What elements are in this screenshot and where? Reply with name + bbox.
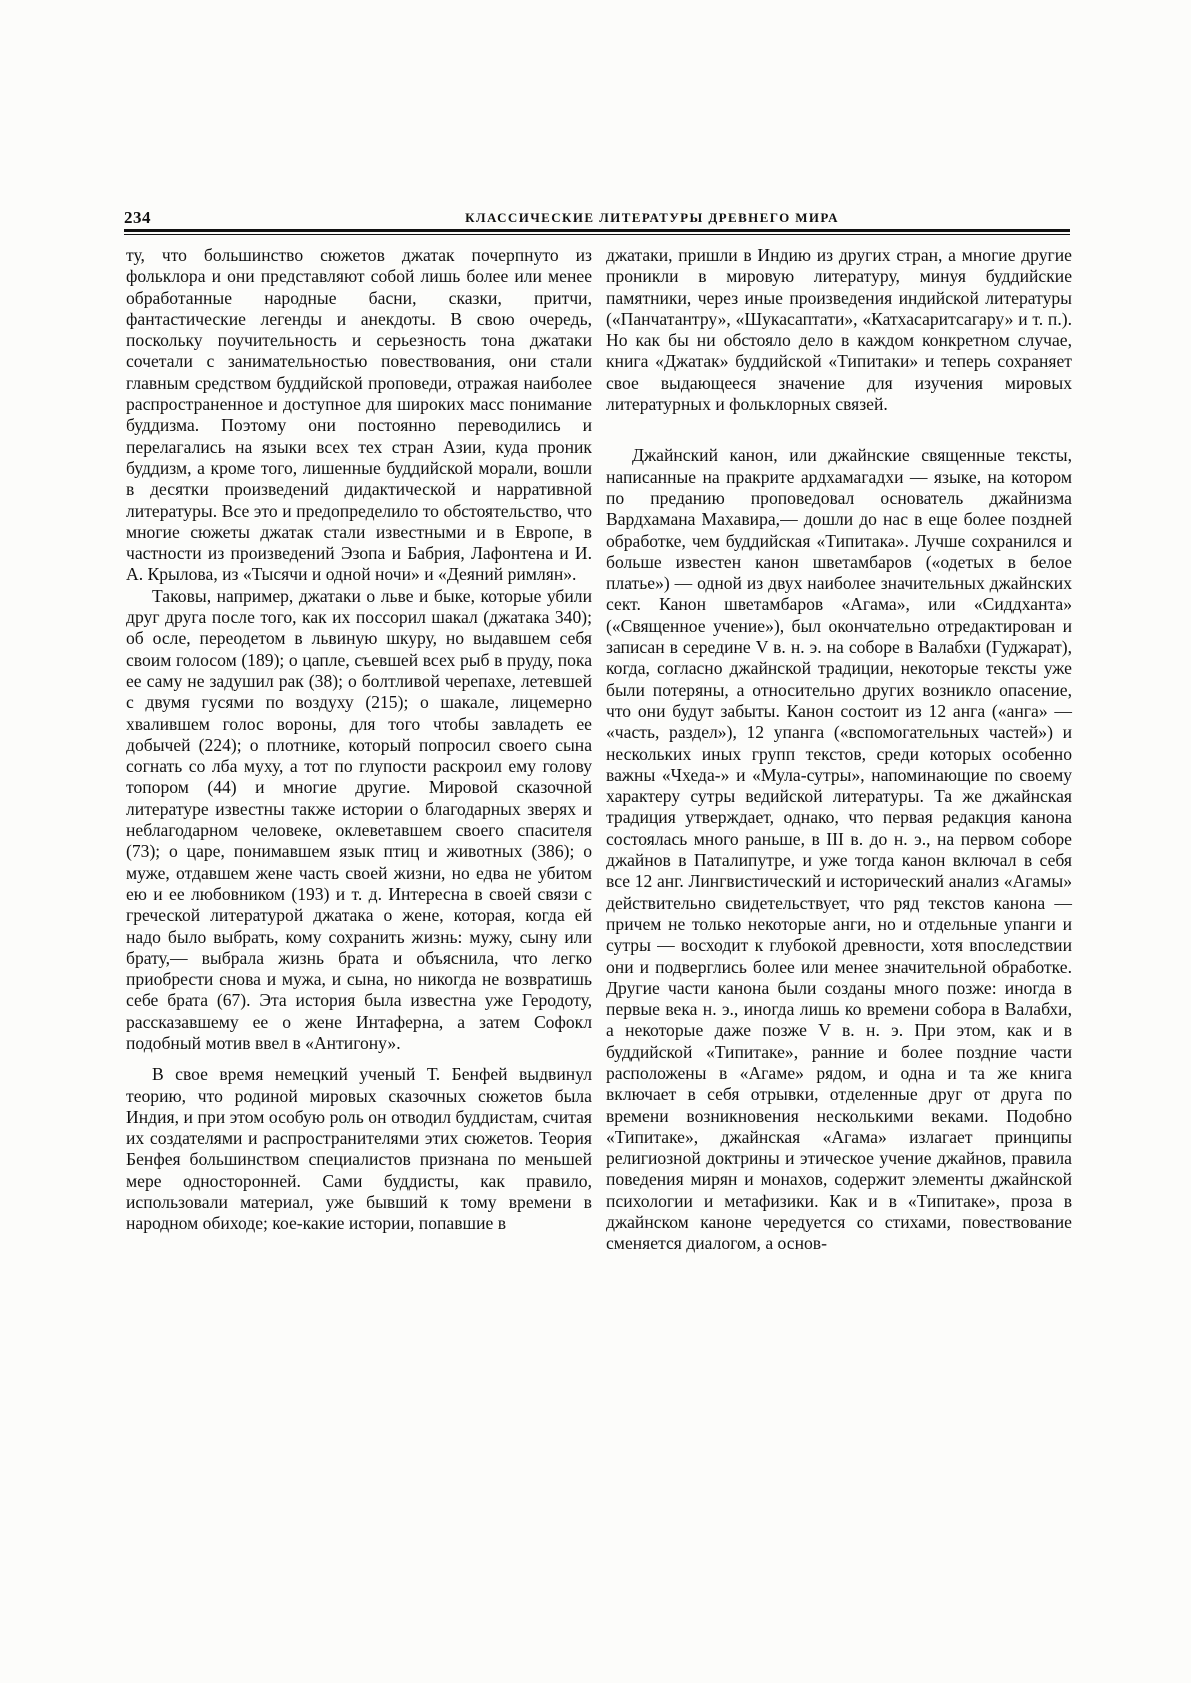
- page-header: [124, 206, 1070, 230]
- paragraph: Таковы, например, джатаки о льве и быке, которые убили друг друга после того, как их поссорил шакал (джатака 340); об осле, переодетом в львиную шкуру, но выдавшем себя своим голосом (189); о цапле, съевшей всех рыб в пруду, пока ее саму не задушил рак (38); о болтливой черепахе, летевшей с двумя гусями по воздуху (215); о шакале, лицемерно хвалившем голос вороны, для того чтобы завладеть ее добычей (224); о плотнике, который попросил своего сына согнать со лба муху, а тот по глупости раскроил ему голову топором (44) и многие другие. Мировой сказочной литературе известны также истории о благодарных зверях и неблагодарном человеке, оклеветавшем своего спасителя (73); о царе, понимавшем язык птиц и животных (386); о муже, отдавшем жене часть своей жизни, но едва не убитом ею и ее любовником (193) и т. д. Интересна в своей связи с греческой литературой джатака о жене, которая, когда ей надо было выбрать, кому сохранить жизнь: мужу, сыну или брату,— выбрала жизнь брата и объяснила, что легко приобрести снова и мужа, и сына, но никогда не возвратишь себе брата (67). Эта история была известна уже Геродоту, рассказавшему ее о жене Интаферна, а затем Софокл подобный мотив ввел в «Антигону».: [126, 585, 592, 1053]
- paragraph: Джайнский канон, или джайнские священные тексты, написанные на пракрите ардхамагадхи — языке, на котором по преданию проповедовал основатель джайнизма Вардхамана Махавира,— дошли до нас в еще более поздней обработке, чем буддийская «Типитака». Лучше сохранился и больше известен канон шветамбаров («одетых в белое платье») — одной из двух наиболее значительных джайнских сект. Канон шветамбаров «Агама», или «Сиддханта» («Священное учение»), был окончательно отредактирован и записан в середине V в. н. э. на соборе в Валабхи (Гуджарат), когда, согласно джайнской традиции, некоторые тексты уже были потеряны, а относительно других возникло опасение, что они будут забыты. Канон состоит из 12 анга («анга» — «часть, раздел»), 12 упанга («вспомогательных частей») и нескольких иных групп текстов, среди которых особенно важны «Чхеда-» и «Мула-сутры», напоминающие по своему характеру сутры ведийской литературы. Та же джайнская традиция утверждает, однако, что первая редакция канона состоялась много раньше, в III в. до н. э., на первом соборе джайнов в Паталипутре, и уже тогда канон включал в себя все 12 анг. Лингвистический и исторический анализ «Агамы» действительно свидетельствует, что ряд текстов канона — причем не только некоторые анги, но и отдельные упанги и сутры — восходит к глубокой древности, хотя впоследствии они и подверглись более или менее значительной обработке. Другие части канона были созданы много позже: иногда в первые века н. э., иногда лишь ко времени собора в Валабхи, а некоторые даже позже V в. н. э. При этом, как и в буддийской «Типитаке», ранние и более поздние части расположены в «Агаме» рядом, и одна и та же книга включает в себя отрывки, отделенные друг от друга по времени возникновения несколькими веками. Подобно «Типитаке», джайнская «Агама» излагает принципы религиозной доктрины и этическое учение джайнов, правила поведения мирян и монахов, содержит элементы джайнской психологии и метафизики. Как и в «Типитаке», проза в джайнском каноне чередуется со стихами, повествование сменяется диалогом, а основ-: [606, 445, 1072, 1254]
- page-number: 234: [124, 208, 151, 227]
- paragraph: В свое время немецкий ученый Т. Бенфей выдвинул теорию, что родиной мировых сказочных сюжетов была Индия, и при этом особую роль он отводил буддистам, считая их создателями и распространителями этих сюжетов. Теория Бенфея большинством специалистов признана по меньшей мере односторонней. Сами буддисты, как правило, использовали материал, уже бывший к тому времени в народном обиходе; кое-какие истории, попавшие в: [126, 1064, 592, 1234]
- header-rule-thin: [124, 234, 1070, 235]
- running-title: КЛАССИЧЕСКИЕ ЛИТЕРАТУРЫ ДРЕВНЕГО МИРА: [465, 210, 839, 225]
- header-rule-thick: [124, 229, 1070, 232]
- paragraph: ту, что большинство сюжетов джатак почерпнуто из фольклора и они представляют собой лишь более или менее обработанные народные басни, сказки, притчи, фантастические легенды и анекдоты. В свою очередь, поскольку поучительность и серьезность тона джатаки сочетали с занимательностью повествования, они стали главным средством буддийской проповеди, отражая наиболее распространенное и доступное для широких масс понимание буддизма. Поэтому они постоянно переводились и перелагались на языки всех тех стран Азии, куда проник буддизм, а кроме того, лишенные буддийской морали, вошли в десятки произведений дидактической и нарративной литературы. Все это и предопределило то обстоятельство, что многие сюжеты джатак стали известными и в Европе, в частности из произведений Эзопа и Бабрия, Лафонтена и И. А. Крылова, из «Тысячи и одной ночи» и «Деяний римлян».: [126, 245, 592, 585]
- right-column: [606, 245, 1072, 1255]
- left-column: [126, 245, 592, 1235]
- paragraph: джатаки, пришли в Индию из других стран, а многие другие проникли в мировую литературу, минуя буддийские памятники, через иные произведения индийской литературы («Панчатантру», «Шукасаптати», «Катхасаритсагару» и т. п.). Но как бы ни обстояло дело в каждом конкретном случае, книга «Джатак» буддийской «Типитаки» и теперь сохраняет свое выдающееся значение для изучения мировых литературных и фольклорных связей.: [606, 245, 1072, 415]
